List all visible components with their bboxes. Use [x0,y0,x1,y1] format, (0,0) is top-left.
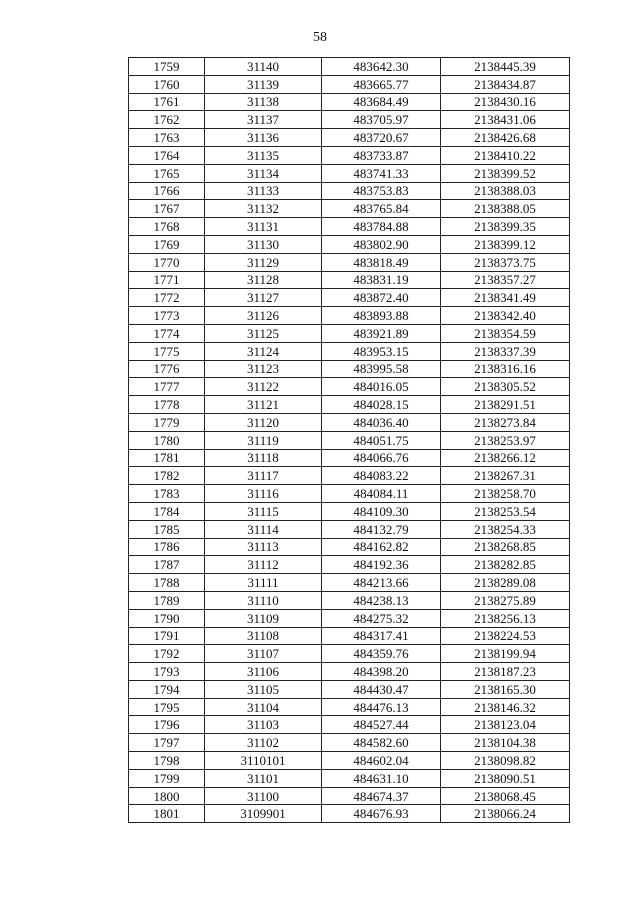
x-coordinate-cell: 483893.88 [322,307,441,325]
y-coordinate-cell: 2138253.54 [441,502,570,520]
point-number-cell: 1786 [129,538,205,556]
point-number-cell: 1790 [129,609,205,627]
y-coordinate-cell: 2138388.03 [441,182,570,200]
point-number-cell: 1784 [129,502,205,520]
y-coordinate-cell: 2138282.85 [441,556,570,574]
point-id-cell: 3109901 [205,805,322,823]
table-row [129,752,570,770]
y-coordinate-cell: 2138373.75 [441,253,570,271]
point-id-cell: 31125 [205,324,322,342]
point-id-cell: 31132 [205,200,322,218]
point-id-cell: 31101 [205,769,322,787]
x-coordinate-cell: 484359.76 [322,645,441,663]
x-coordinate-cell: 484028.15 [322,396,441,414]
x-coordinate-cell: 483802.90 [322,235,441,253]
point-number-cell: 1772 [129,289,205,307]
x-coordinate-cell: 484084.11 [322,485,441,503]
table-row [129,289,570,307]
x-coordinate-cell: 484132.79 [322,520,441,538]
table-row [129,271,570,289]
x-coordinate-cell: 483720.67 [322,129,441,147]
point-number-cell: 1795 [129,698,205,716]
y-coordinate-cell: 2138388.05 [441,200,570,218]
y-coordinate-cell: 2138305.52 [441,378,570,396]
y-coordinate-cell: 2138431.06 [441,111,570,129]
table-row [129,520,570,538]
x-coordinate-cell: 484275.32 [322,609,441,627]
x-coordinate-cell: 484317.41 [322,627,441,645]
x-coordinate-cell: 484238.13 [322,591,441,609]
point-number-cell: 1773 [129,307,205,325]
point-number-cell: 1781 [129,449,205,467]
y-coordinate-cell: 2138426.68 [441,129,570,147]
point-id-cell: 31122 [205,378,322,396]
point-id-cell: 31140 [205,58,322,76]
y-coordinate-cell: 2138275.89 [441,591,570,609]
table-row [129,200,570,218]
table-row [129,111,570,129]
point-id-cell: 31130 [205,235,322,253]
point-number-cell: 1763 [129,129,205,147]
y-coordinate-cell: 2138090.51 [441,769,570,787]
x-coordinate-cell: 483733.87 [322,146,441,164]
point-id-cell: 31114 [205,520,322,538]
table-row [129,360,570,378]
point-id-cell: 31111 [205,574,322,592]
y-coordinate-cell: 2138316.16 [441,360,570,378]
y-coordinate-cell: 2138187.23 [441,663,570,681]
point-id-cell: 31134 [205,164,322,182]
x-coordinate-cell: 484631.10 [322,769,441,787]
x-coordinate-cell: 484430.47 [322,680,441,698]
point-number-cell: 1780 [129,431,205,449]
point-number-cell: 1770 [129,253,205,271]
point-number-cell: 1771 [129,271,205,289]
point-number-cell: 1783 [129,485,205,503]
table-row [129,769,570,787]
x-coordinate-cell: 484016.05 [322,378,441,396]
y-coordinate-cell: 2138253.97 [441,431,570,449]
x-coordinate-cell: 484036.40 [322,413,441,431]
x-coordinate-cell: 483665.77 [322,75,441,93]
table-row [129,502,570,520]
x-coordinate-cell: 483831.19 [322,271,441,289]
table-row [129,129,570,147]
x-coordinate-cell: 484527.44 [322,716,441,734]
x-coordinate-cell: 483995.58 [322,360,441,378]
table-row [129,591,570,609]
x-coordinate-cell: 484066.76 [322,449,441,467]
point-number-cell: 1762 [129,111,205,129]
y-coordinate-cell: 2138430.16 [441,93,570,111]
table-row [129,235,570,253]
x-coordinate-cell: 484051.75 [322,431,441,449]
x-coordinate-cell: 484674.37 [322,787,441,805]
y-coordinate-cell: 2138266.12 [441,449,570,467]
x-coordinate-cell: 483642.30 [322,58,441,76]
point-number-cell: 1800 [129,787,205,805]
point-number-cell: 1785 [129,520,205,538]
point-number-cell: 1796 [129,716,205,734]
point-number-cell: 1787 [129,556,205,574]
point-number-cell: 1775 [129,342,205,360]
y-coordinate-cell: 2138399.12 [441,235,570,253]
point-number-cell: 1782 [129,467,205,485]
table-row [129,556,570,574]
point-id-cell: 31102 [205,734,322,752]
y-coordinate-cell: 2138066.24 [441,805,570,823]
point-id-cell: 31116 [205,485,322,503]
table-row [129,342,570,360]
y-coordinate-cell: 2138224.53 [441,627,570,645]
point-number-cell: 1759 [129,58,205,76]
x-coordinate-cell: 484676.93 [322,805,441,823]
y-coordinate-cell: 2138165.30 [441,680,570,698]
y-coordinate-cell: 2138098.82 [441,752,570,770]
point-id-cell: 31126 [205,307,322,325]
y-coordinate-cell: 2138291.51 [441,396,570,414]
point-id-cell: 31119 [205,431,322,449]
table-row [129,805,570,823]
point-id-cell: 31117 [205,467,322,485]
point-number-cell: 1766 [129,182,205,200]
table-row [129,164,570,182]
x-coordinate-cell: 484109.30 [322,502,441,520]
point-number-cell: 1777 [129,378,205,396]
x-coordinate-cell: 483753.83 [322,182,441,200]
table-row [129,431,570,449]
y-coordinate-cell: 2138354.59 [441,324,570,342]
table-row [129,574,570,592]
y-coordinate-cell: 2138254.33 [441,520,570,538]
point-number-cell: 1799 [129,769,205,787]
x-coordinate-cell: 483921.89 [322,324,441,342]
point-number-cell: 1792 [129,645,205,663]
point-number-cell: 1768 [129,218,205,236]
x-coordinate-cell: 484213.66 [322,574,441,592]
table-row [129,716,570,734]
point-id-cell: 31112 [205,556,322,574]
x-coordinate-cell: 483784.88 [322,218,441,236]
x-coordinate-cell: 484083.22 [322,467,441,485]
table-row [129,467,570,485]
point-id-cell: 31138 [205,93,322,111]
point-id-cell: 31118 [205,449,322,467]
y-coordinate-cell: 2138146.32 [441,698,570,716]
point-number-cell: 1797 [129,734,205,752]
y-coordinate-cell: 2138258.70 [441,485,570,503]
point-id-cell: 31108 [205,627,322,645]
point-number-cell: 1791 [129,627,205,645]
x-coordinate-cell: 484582.60 [322,734,441,752]
y-coordinate-cell: 2138410.22 [441,146,570,164]
x-coordinate-cell: 483818.49 [322,253,441,271]
point-number-cell: 1801 [129,805,205,823]
table-row [129,396,570,414]
point-number-cell: 1788 [129,574,205,592]
table-row [129,146,570,164]
page-number: 58 [313,30,327,45]
table-row [129,609,570,627]
table-row [129,218,570,236]
table-row [129,307,570,325]
point-number-cell: 1778 [129,396,205,414]
table-row [129,75,570,93]
point-id-cell: 31103 [205,716,322,734]
y-coordinate-cell: 2138289.08 [441,574,570,592]
y-coordinate-cell: 2138341.49 [441,289,570,307]
x-coordinate-cell: 484602.04 [322,752,441,770]
coordinates-table-body [129,58,570,823]
point-number-cell: 1774 [129,324,205,342]
table-row [129,93,570,111]
point-id-cell: 31135 [205,146,322,164]
point-id-cell: 31131 [205,218,322,236]
point-id-cell: 31127 [205,289,322,307]
point-number-cell: 1776 [129,360,205,378]
x-coordinate-cell: 484398.20 [322,663,441,681]
table-row [129,645,570,663]
x-coordinate-cell: 483684.49 [322,93,441,111]
point-id-cell: 31129 [205,253,322,271]
y-coordinate-cell: 2138123.04 [441,716,570,734]
point-number-cell: 1769 [129,235,205,253]
coordinates-table [128,57,570,823]
point-number-cell: 1789 [129,591,205,609]
point-number-cell: 1794 [129,680,205,698]
x-coordinate-cell: 483765.84 [322,200,441,218]
point-id-cell: 31128 [205,271,322,289]
y-coordinate-cell: 2138068.45 [441,787,570,805]
point-id-cell: 31105 [205,680,322,698]
point-id-cell: 31121 [205,396,322,414]
table-row [129,698,570,716]
table-row [129,627,570,645]
table-row [129,449,570,467]
point-number-cell: 1779 [129,413,205,431]
x-coordinate-cell: 484192.36 [322,556,441,574]
point-id-cell: 31133 [205,182,322,200]
table-row [129,663,570,681]
point-id-cell: 31110 [205,591,322,609]
point-id-cell: 31139 [205,75,322,93]
table-row [129,413,570,431]
point-id-cell: 31136 [205,129,322,147]
point-id-cell: 31100 [205,787,322,805]
y-coordinate-cell: 2138342.40 [441,307,570,325]
point-id-cell: 31124 [205,342,322,360]
y-coordinate-cell: 2138267.31 [441,467,570,485]
table-row [129,253,570,271]
y-coordinate-cell: 2138199.94 [441,645,570,663]
y-coordinate-cell: 2138256.13 [441,609,570,627]
y-coordinate-cell: 2138399.35 [441,218,570,236]
point-id-cell: 31107 [205,645,322,663]
y-coordinate-cell: 2138268.85 [441,538,570,556]
y-coordinate-cell: 2138104.38 [441,734,570,752]
point-number-cell: 1765 [129,164,205,182]
y-coordinate-cell: 2138337.39 [441,342,570,360]
table-row [129,680,570,698]
point-id-cell: 31120 [205,413,322,431]
x-coordinate-cell: 484476.13 [322,698,441,716]
y-coordinate-cell: 2138357.27 [441,271,570,289]
point-number-cell: 1798 [129,752,205,770]
point-number-cell: 1764 [129,146,205,164]
point-id-cell: 31137 [205,111,322,129]
y-coordinate-cell: 2138434.87 [441,75,570,93]
table-row [129,58,570,76]
point-id-cell: 31113 [205,538,322,556]
table-row [129,734,570,752]
point-id-cell: 3110101 [205,752,322,770]
x-coordinate-cell: 483872.40 [322,289,441,307]
table-row [129,787,570,805]
x-coordinate-cell: 483705.97 [322,111,441,129]
x-coordinate-cell: 484162.82 [322,538,441,556]
table-row [129,538,570,556]
table-row [129,378,570,396]
y-coordinate-cell: 2138445.39 [441,58,570,76]
y-coordinate-cell: 2138399.52 [441,164,570,182]
point-id-cell: 31104 [205,698,322,716]
x-coordinate-cell: 483953.15 [322,342,441,360]
y-coordinate-cell: 2138273.84 [441,413,570,431]
point-id-cell: 31106 [205,663,322,681]
point-id-cell: 31109 [205,609,322,627]
point-number-cell: 1767 [129,200,205,218]
x-coordinate-cell: 483741.33 [322,164,441,182]
table-row [129,324,570,342]
point-number-cell: 1760 [129,75,205,93]
table-row [129,182,570,200]
point-id-cell: 31123 [205,360,322,378]
point-number-cell: 1761 [129,93,205,111]
point-number-cell: 1793 [129,663,205,681]
point-id-cell: 31115 [205,502,322,520]
table-row [129,485,570,503]
